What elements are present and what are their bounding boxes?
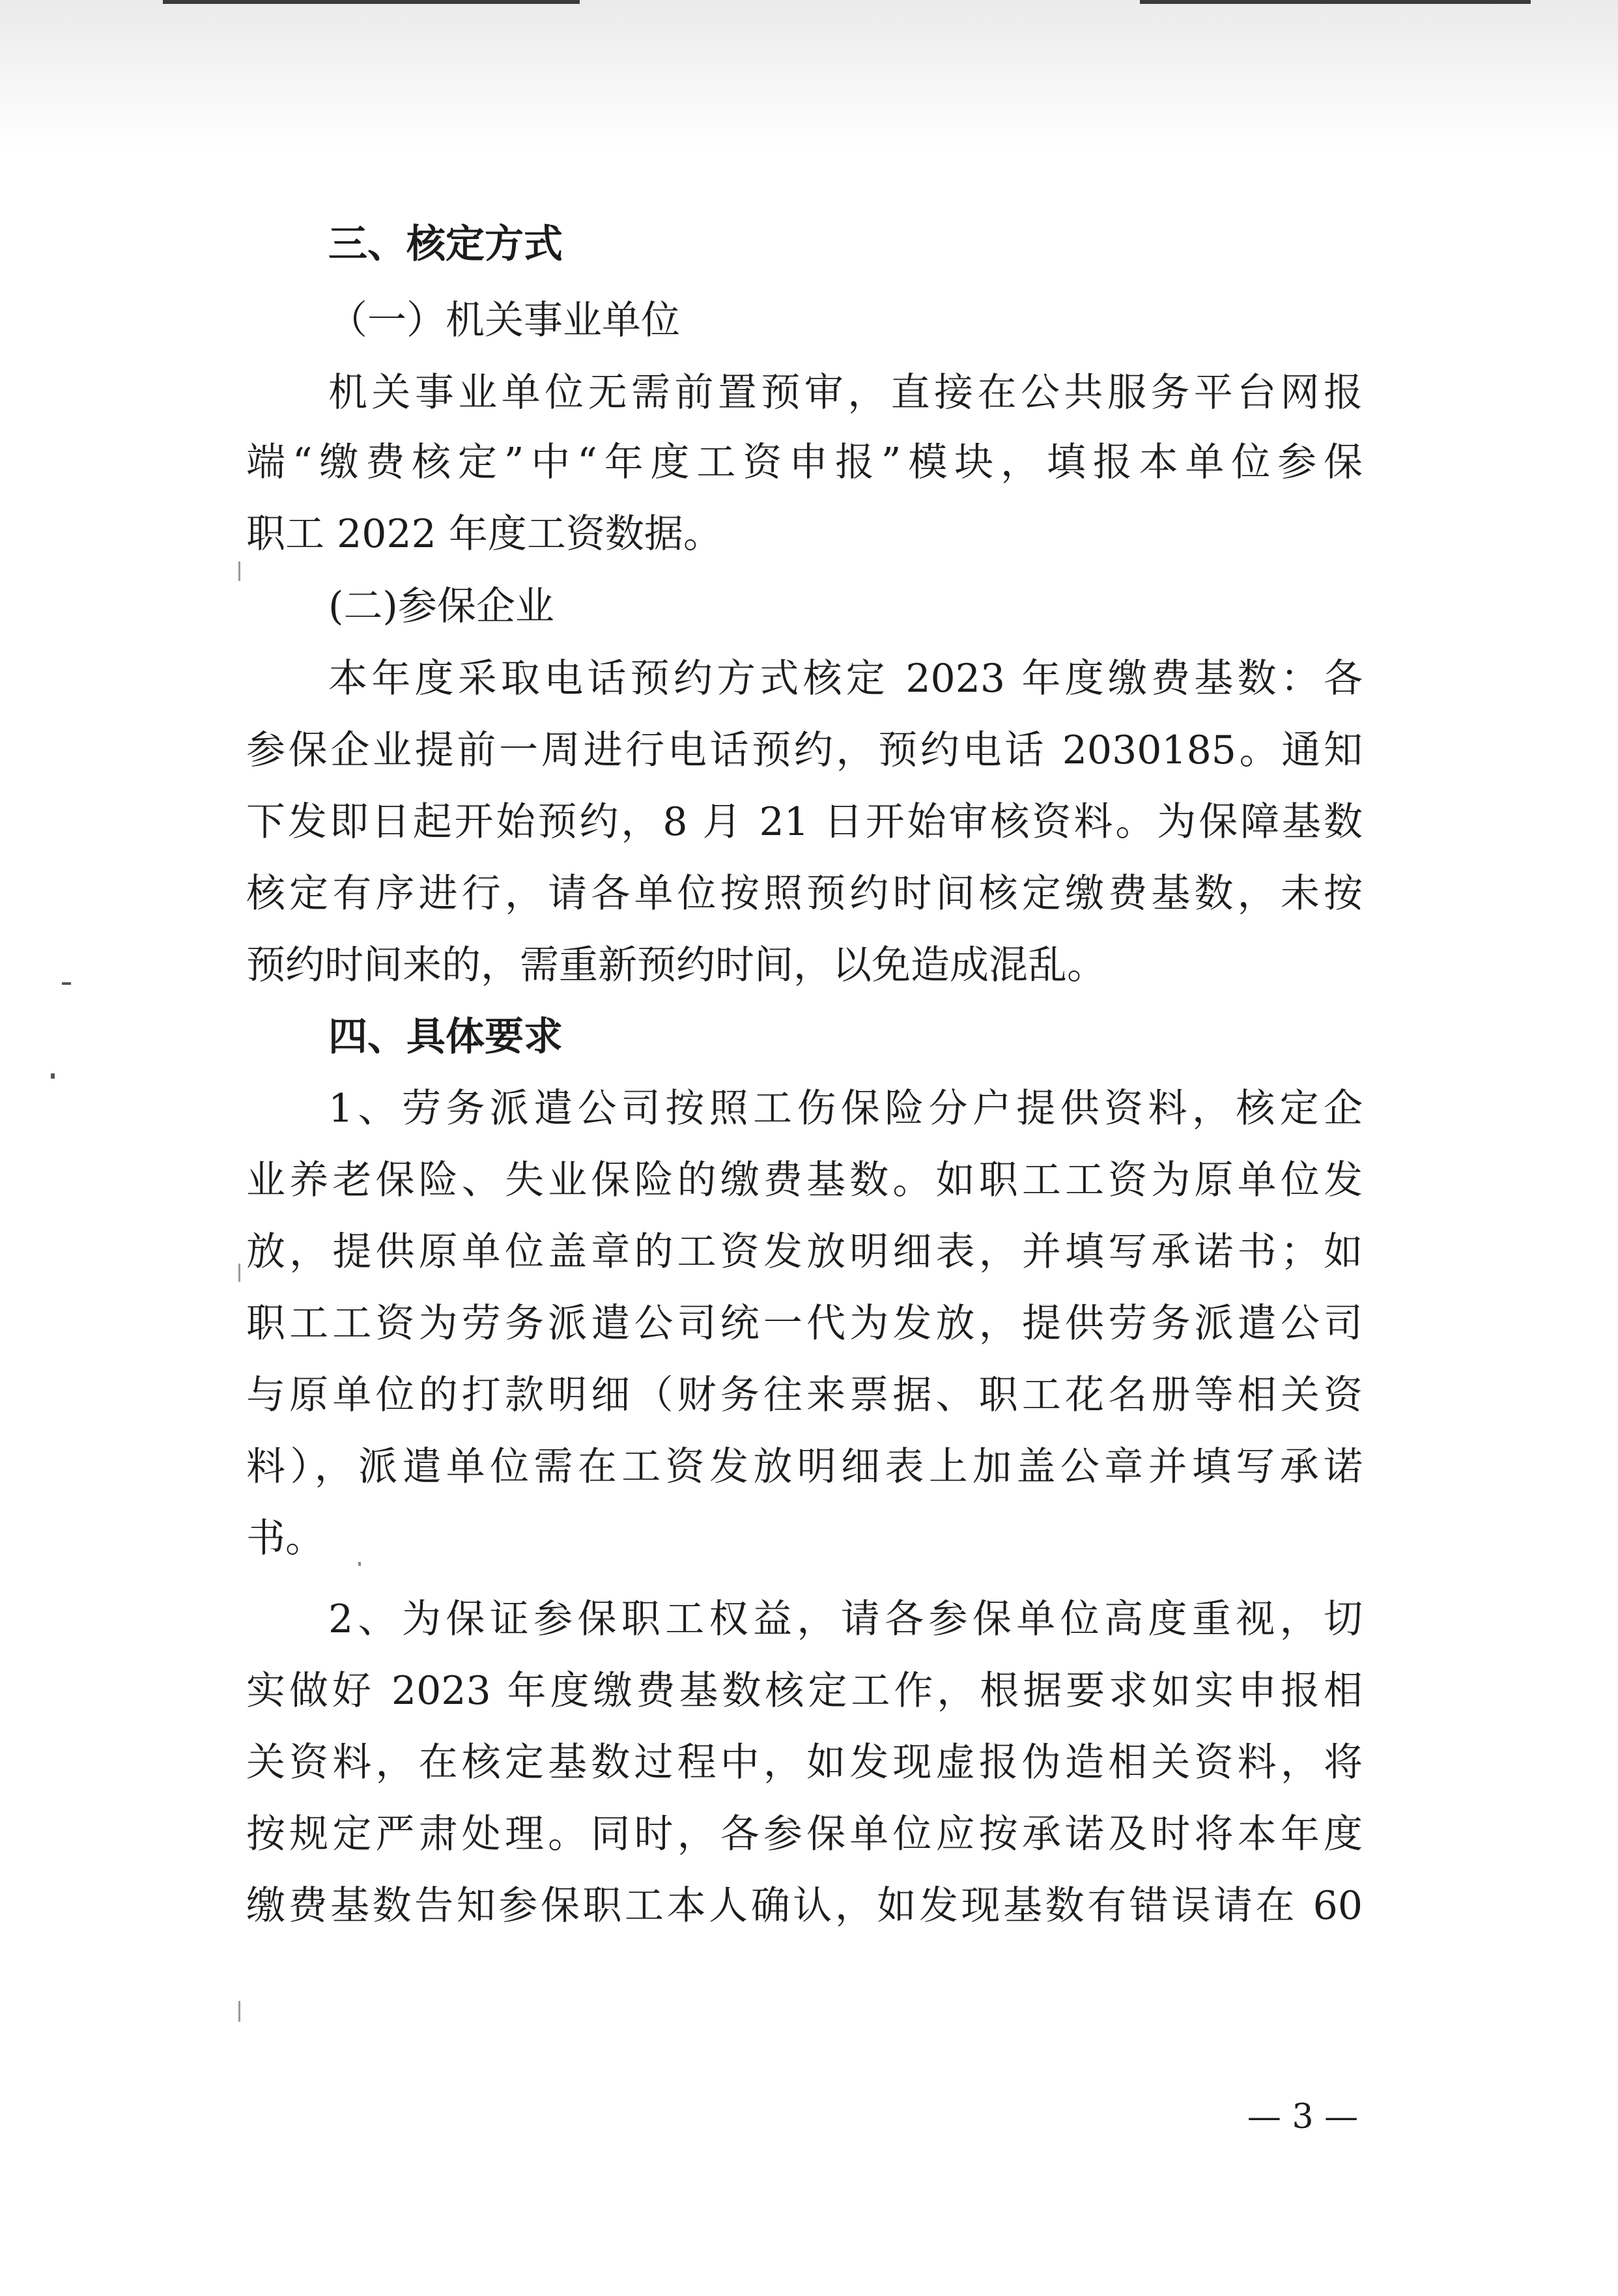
scan-speck	[238, 1264, 240, 1282]
scan-speck	[358, 1562, 361, 1566]
subsection-heading: （一）机关事业单位	[328, 298, 680, 343]
scan-edge-line	[1140, 0, 1531, 4]
scan-edge-line	[163, 0, 580, 4]
paragraph-line: 下发即日起开始预约，8 月 21 日开始审核资料。为保障基数	[246, 799, 1363, 845]
scan-speck	[51, 1073, 55, 1079]
paragraph-line: 料），派遣单位需在工资发放明细表上加盖公章并填写承诺	[246, 1444, 1363, 1490]
paragraph-line: 职工工资为劳务派遣公司统一代为发放，提供劳务派遣公司	[246, 1301, 1363, 1346]
paragraph-line: 缴费基数告知参保职工本人确认，如发现基数有错误请在 60	[246, 1883, 1363, 1929]
scan-speck	[238, 561, 240, 581]
paragraph-line: 按规定严肃处理。同时，各参保单位应按承诺及时将本年度	[246, 1811, 1363, 1857]
paragraph-line: 职工 2022 年度工资数据。	[246, 511, 722, 557]
paragraph-line: 参保企业提前一周进行电话预约，预约电话 2030185。通知	[246, 728, 1363, 773]
paragraph-line: 核定有序进行，请各单位按照预约时间核定缴费基数，未按	[246, 871, 1363, 916]
scan-speck	[238, 2001, 240, 2022]
paragraph-line: 预约时间来的，需重新预约时间，以免造成混乱。	[246, 942, 1106, 988]
paragraph-line: 书。	[246, 1516, 324, 1561]
scan-shadow	[0, 0, 1618, 150]
paragraph-line: 本年度采取电话预约方式核定 2023 年度缴费基数：各	[328, 656, 1363, 702]
paragraph-line: 机关事业单位无需前置预审，直接在公共服务平台网报	[328, 370, 1363, 416]
paragraph-line: 1、劳务派遣公司按照工伤保险分户提供资料，核定企	[328, 1086, 1363, 1131]
subsection-heading: (二)参保企业	[328, 584, 554, 629]
scan-speck	[62, 982, 71, 985]
paragraph-line: 实做好 2023 年度缴费基数核定工作，根据要求如实申报相	[246, 1668, 1363, 1714]
paragraph-line: 业养老保险、失业保险的缴费基数。如职工工资为原单位发	[246, 1157, 1363, 1203]
section-heading: 四、具体要求	[328, 1014, 563, 1060]
section-heading: 三、核定方式	[328, 221, 563, 267]
paragraph-line: 端“缴费核定”中“年度工资申报”模块，填报本单位参保	[246, 440, 1363, 485]
paragraph-line: 关资料，在核定基数过程中，如发现虚报伪造相关资料，将	[246, 1740, 1363, 1785]
paragraph-line: 与原单位的打款明细（财务往来票据、职工花名册等相关资	[246, 1372, 1363, 1418]
paragraph-line: 2、为保证参保职工权益，请各参保单位高度重视，切	[328, 1596, 1363, 1642]
page-number: — 3 —	[1247, 2097, 1359, 2136]
paragraph-line: 放，提供原单位盖章的工资发放明细表，并填写承诺书；如	[246, 1229, 1363, 1275]
